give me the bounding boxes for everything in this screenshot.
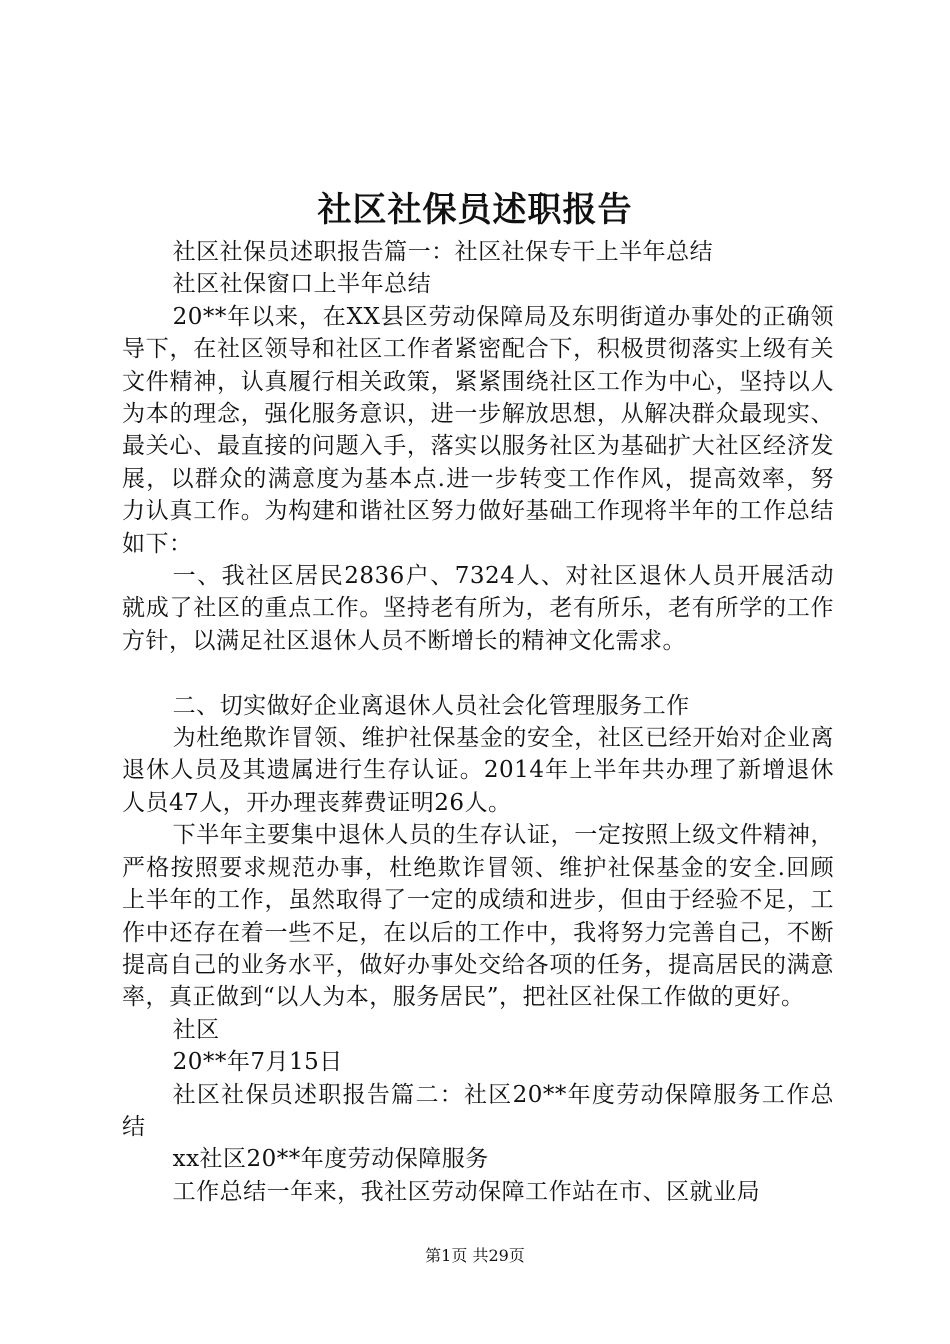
document-body bbox=[122, 236, 834, 1208]
paragraph: 社区社保员述职报告篇二：社区20**年度劳动保障服务工作总结 bbox=[122, 1081, 834, 1140]
paragraph: 下半年主要集中退休人员的生存认证，一定按照上级文件精神，严格按照要求规范办事，杜绝欺诈冒领、维护社保基金的安全.回顾上半年的工作，虽然取得了一定的成绩和进步，但由于经验不足，工作中还存在着一些不足，在以后的工作中，我将努力完善自己，不断提高自己的业务水平，做好办事处交给各项的任务，提高居民的满意率，真正做到“以人为本，服务居民”，把社区社保工作做的更好。 bbox=[122, 822, 834, 1011]
paragraph: 社区 bbox=[172, 1016, 220, 1043]
blank-line bbox=[122, 657, 834, 689]
document-title: 社区社保员述职报告 bbox=[317, 190, 633, 230]
paragraph: 二、切实做好企业离退休人员社会化管理服务工作 bbox=[172, 692, 690, 719]
page-number: 第1页 共29页 bbox=[425, 1246, 525, 1265]
paragraph: 社区社保窗口上半年总结 bbox=[172, 271, 432, 298]
paragraph: xx社区20**年度劳动保障服务 bbox=[172, 1146, 489, 1173]
paragraph: 20**年以来，在XX县区劳动保障局及东明街道办事处的正确领导下，在社区领导和社区工作者紧密配合下，积极贯彻落实上级有关文件精神，认真履行相关政策，紧紧围绕社区工作为中心，坚持以人为本的理念，强化服务意识，进一步解放思想，从解决群众最现实、最关心、最直接的问题入手，落实以服务社区为基础扩大社区经济发展，以群众的满意度为基本点.进一步转变工作作风，提高效率，努力认真工作。为构建和谐社区努力做好基础工作现将半年的工作总结如下： bbox=[122, 303, 834, 557]
paragraph: 为杜绝欺诈冒领、维护社保基金的安全，社区已经开始对企业离退休人员及其遗属进行生存认证。2014年上半年共办理了新增退休人员47人，开办理丧葬费证明26人。 bbox=[122, 725, 834, 816]
paragraph: 社区社保员述职报告篇一：社区社保专干上半年总结 bbox=[172, 239, 714, 265]
paragraph: 一、我社区居民2836户、7324人、对社区退休人员开展活动就成了社区的重点工作。坚持老有所为，老有所乐，老有所学的工作方针，以满足社区退休人员不断增长的精神文化需求。 bbox=[122, 563, 834, 654]
paragraph: 20**年7月15日 bbox=[172, 1049, 343, 1076]
paragraph: 工作总结一年来，我社区劳动保障工作站在市、区就业局 bbox=[172, 1178, 761, 1205]
